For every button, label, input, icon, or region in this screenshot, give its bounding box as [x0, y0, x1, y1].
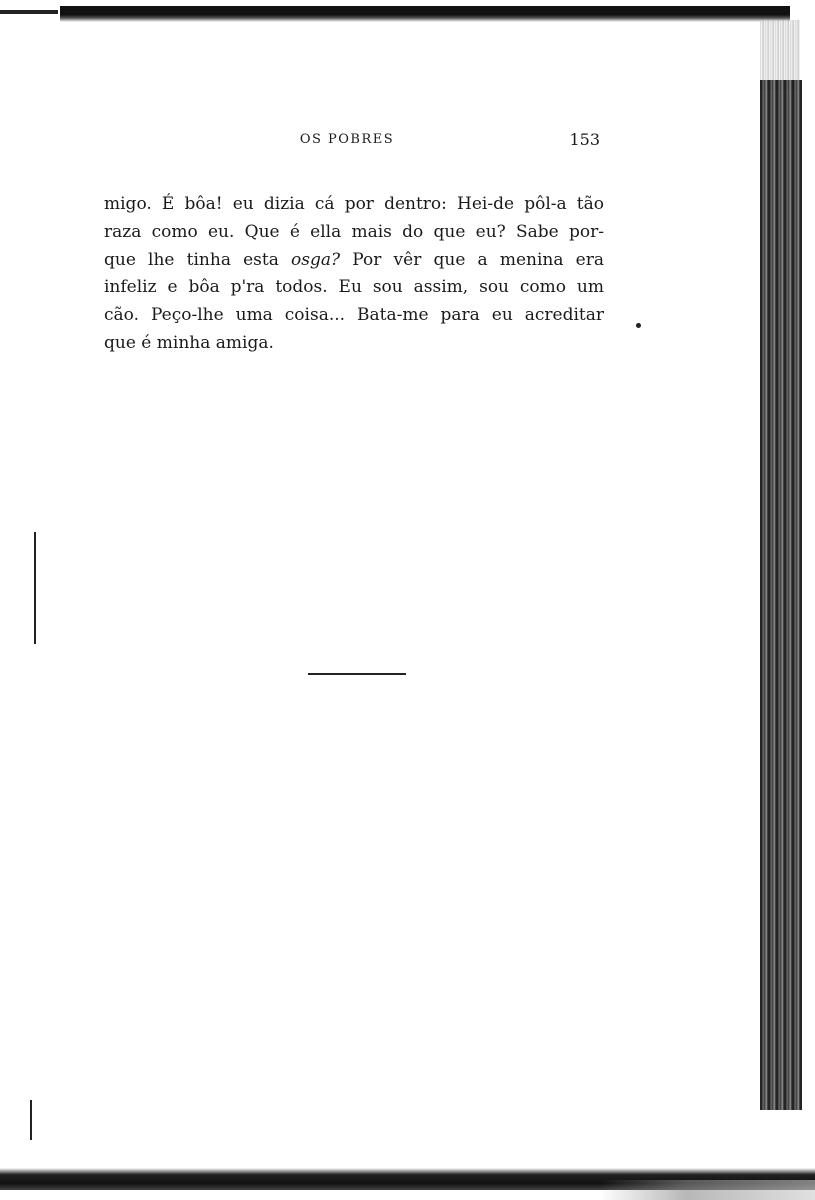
scan-border-right	[760, 80, 802, 1110]
scan-border-bottom-fade	[600, 1180, 815, 1200]
text-line	[104, 247, 604, 275]
text-segment: que lhe tinha esta	[104, 249, 292, 270]
margin-mark	[30, 1100, 32, 1140]
page-number: 153	[569, 130, 600, 149]
section-end-rule	[308, 673, 406, 675]
body-text	[104, 191, 604, 358]
text-line: migo. É bôa! eu dizia cá por dentro: Hei-de pôl-a tão	[104, 194, 604, 214]
running-head	[104, 132, 600, 154]
text-line: que é minha amiga.	[104, 332, 274, 353]
italic-word: osga?	[291, 249, 341, 270]
margin-mark	[34, 532, 36, 644]
scan-border-top-left	[0, 0, 60, 24]
text-line: cão. Peço-lhe uma coisa... Bata-me para eu acreditar	[104, 305, 604, 326]
scan-border-top	[0, 6, 790, 22]
ink-speck	[636, 323, 641, 328]
text-line: infeliz e bôa p'ra todos. Eu sou assim, sou como um	[104, 277, 604, 298]
running-title: OS POBRES	[299, 132, 395, 147]
text-line: raza como eu. Que é ella mais do que eu? Sabe por-	[104, 221, 604, 242]
text-segment: Por vêr que a menina era	[340, 249, 604, 270]
